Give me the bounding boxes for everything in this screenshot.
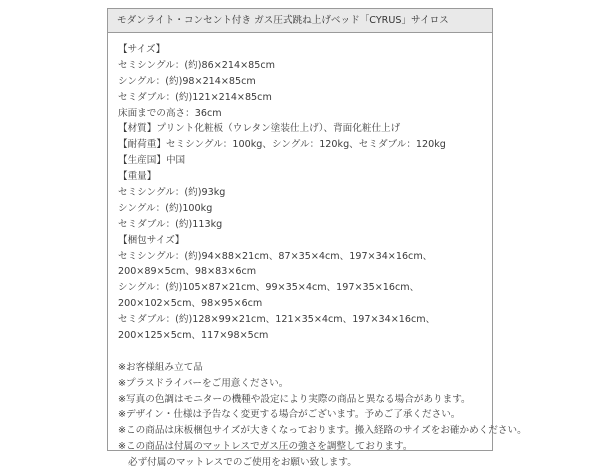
note-line: ※プラスドライバーをご用意ください。 xyxy=(118,377,289,389)
note-line: 必ず付属のマットレスでのご使用をお願い致します。 xyxy=(128,457,357,469)
spec-line: 200×89×5cm、98×83×6cm xyxy=(118,266,257,278)
note-line: ※この商品は床板梱包サイズが大きくなっております。搬入経路のサイズをお確かめください。 xyxy=(118,425,527,437)
spec-line: 【生産国】中国 xyxy=(118,155,186,167)
spec-header-title: モダンライト・コンセント付き ガス圧式跳ね上げベッド「CYRUS」サイロス xyxy=(108,9,492,33)
spec-line: セミシングル：(約)93kg xyxy=(118,187,226,199)
product-spec-box xyxy=(107,8,527,469)
spec-line: シングル：(約)105×87×21cm、99×35×4cm、197×35×16cm、 xyxy=(118,282,420,294)
spec-line: セミダブル：(約)121×214×85cm xyxy=(118,91,272,103)
spec-line: セミシングル：(約)94×88×21cm、87×35×4cm、197×34×16cm、 xyxy=(118,250,433,262)
note-line: ※この商品は付属のマットレスでガス圧の強さを調整しております。 xyxy=(118,441,413,453)
spec-line: セミダブル：(約)128×99×21cm、121×35×4cm、197×34×16cm、 xyxy=(118,314,436,326)
spec-line: セミシングル：(約)86×214×85cm xyxy=(118,59,275,71)
note-line: ※写真の色調はモニターの機種や設定により実際の商品と異なる場合があります。 xyxy=(118,393,471,405)
spec-line: セミダブル：(約)113kg xyxy=(118,218,223,230)
spec-line: シングル：(約)98×214×85cm xyxy=(118,75,256,87)
spec-line: シングル：(約)100kg xyxy=(118,202,213,214)
spec-line: 200×102×5cm、98×95×6cm xyxy=(118,298,263,310)
spec-body xyxy=(118,42,527,471)
spec-line: 【材質】プリント化粧板（ウレタン塗装仕上げ）、背面化粧仕上げ xyxy=(118,123,401,135)
spec-line: 【梱包サイズ】 xyxy=(118,234,185,246)
note-line: ※お客様組み立て品 xyxy=(118,361,203,373)
spacer xyxy=(118,344,486,360)
spec-line: 200×125×5cm、117×98×5cm xyxy=(118,330,269,342)
spec-line: 【耐荷重】セミシングル：100kg、シングル：120kg、セミダブル：120kg xyxy=(118,139,446,151)
spec-line: 【サイズ】 xyxy=(118,44,166,55)
spec-line: 【重量】 xyxy=(118,171,157,183)
spec-line: 床面までの高さ：36cm xyxy=(118,107,222,119)
note-line: ※デザイン・仕様は予告なく変更する場合がございます。予めご了承ください。 xyxy=(118,409,461,421)
